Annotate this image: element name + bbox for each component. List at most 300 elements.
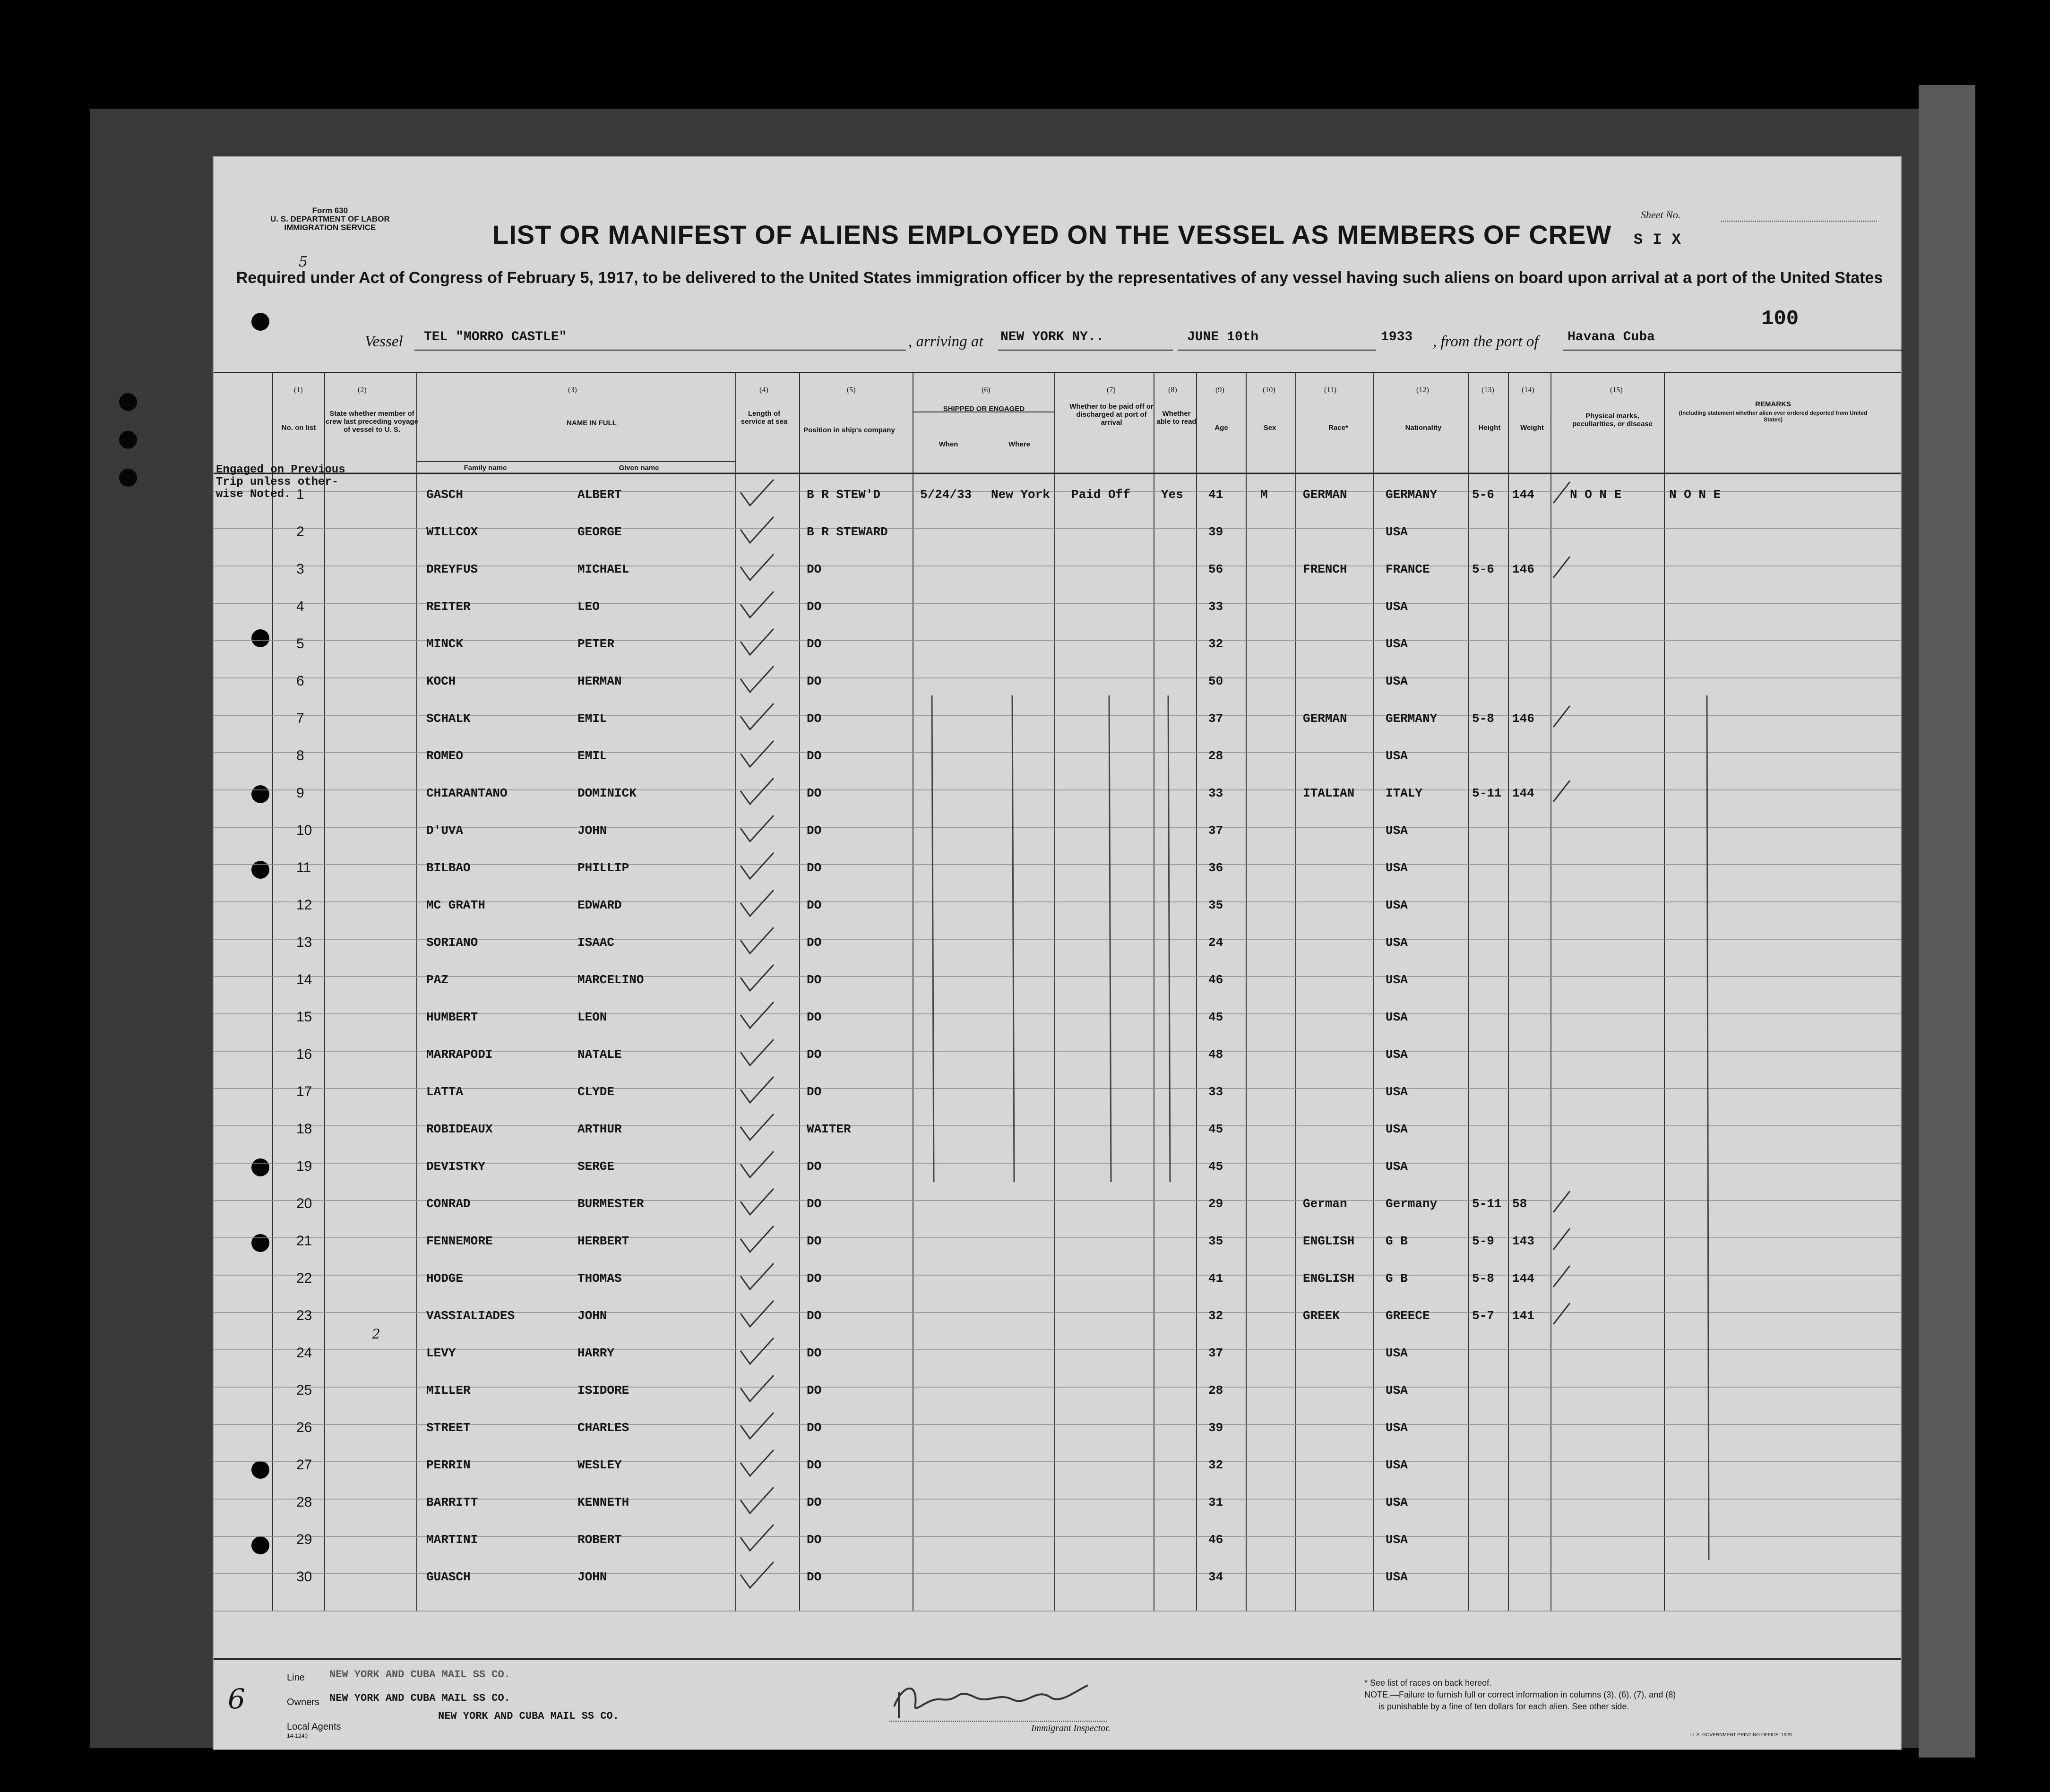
family-name: MARRAPODI <box>426 1047 493 1062</box>
height: 5-11 <box>1472 786 1502 800</box>
nationality: USA <box>1386 1458 1408 1472</box>
check-mark <box>741 1189 774 1215</box>
arrival-year: 1933 <box>1381 330 1413 344</box>
height: 5-6 <box>1472 488 1494 502</box>
family-name: STREET <box>426 1421 471 1435</box>
given-name: NATALE <box>577 1047 622 1062</box>
race: GERMAN <box>1303 712 1347 726</box>
age: 56 <box>1208 562 1223 576</box>
page-number: 100 <box>1761 307 1799 331</box>
weight: 144 <box>1512 786 1534 800</box>
footnote-fine: is punishable by a fine of ten dollars for each alien. See other side. <box>1378 1702 1629 1711</box>
family-name: CHIARANTANO <box>426 786 508 800</box>
nationality: USA <box>1386 637 1408 651</box>
age: 32 <box>1208 1458 1223 1472</box>
position: DO <box>807 1159 822 1174</box>
row-number: 9 <box>296 785 304 801</box>
nationality: USA <box>1386 1122 1408 1136</box>
position: DO <box>807 1085 822 1099</box>
given-name: LEO <box>577 600 600 614</box>
position: DO <box>807 823 822 838</box>
position: DO <box>807 935 822 950</box>
nationality: FRANCE <box>1386 562 1430 576</box>
position: DO <box>807 1570 822 1584</box>
given-name: JOHN <box>577 1570 607 1584</box>
family-name: ROBIDEAUX <box>426 1122 493 1136</box>
row20-mark: 2 <box>372 1326 380 1342</box>
given-name: DOMINICK <box>577 786 637 800</box>
row-number: 20 <box>296 1196 312 1211</box>
position: DO <box>807 1047 822 1062</box>
nationality: USA <box>1386 525 1408 539</box>
family-name: SORIANO <box>426 935 478 950</box>
col-position: Position in ship's company <box>803 426 895 434</box>
margin-mark: 5 <box>299 254 308 270</box>
nationality: USA <box>1386 600 1408 614</box>
slash-mark <box>1553 482 1570 503</box>
nationality: USA <box>1386 973 1408 987</box>
able-to-read: Yes <box>1161 488 1183 502</box>
age: 46 <box>1208 973 1223 987</box>
given-name: EMIL <box>577 712 607 726</box>
row-number: 28 <box>296 1494 312 1510</box>
col-nationality: Nationality <box>1405 424 1442 432</box>
printer-imprint: U. S. GOVERNMENT PRINTING OFFICE: 1929 <box>1690 1732 1792 1738</box>
line-label: Line <box>287 1672 305 1683</box>
position: DO <box>807 749 822 763</box>
row-number: 13 <box>296 935 312 950</box>
paid-off: Paid Off <box>1071 488 1130 502</box>
position: DO <box>807 712 822 726</box>
col-physical: Physical marks, peculiarities, or disease <box>1572 412 1653 428</box>
age: 28 <box>1208 749 1223 763</box>
family-name: MILLER <box>426 1383 471 1398</box>
family-name: BARRITT <box>426 1495 478 1509</box>
check-mark <box>741 1077 774 1103</box>
family-name: GUASCH <box>426 1570 471 1584</box>
row-number: 12 <box>296 897 312 913</box>
position: B R STEW'D <box>807 488 881 502</box>
row-number: 3 <box>296 561 304 577</box>
nationality: USA <box>1386 674 1408 688</box>
slash-mark <box>1553 706 1570 727</box>
age: 33 <box>1208 1085 1223 1099</box>
nationality: USA <box>1386 1421 1408 1435</box>
given-name: GEORGE <box>577 525 622 539</box>
col-num: (5) <box>847 386 856 394</box>
given-name: ROBERT <box>577 1533 622 1547</box>
check-mark <box>741 853 774 879</box>
family-name: HUMBERT <box>426 1010 478 1024</box>
age: 33 <box>1208 600 1223 614</box>
family-name: MINCK <box>426 637 464 651</box>
position: DO <box>807 1346 822 1360</box>
col-num: (13) <box>1482 386 1494 394</box>
margin-number: 6 <box>228 1683 245 1715</box>
given-name: LEON <box>577 1010 607 1024</box>
age: 45 <box>1208 1159 1223 1174</box>
col-no-on-list: No. on list <box>281 424 316 432</box>
age: 28 <box>1208 1383 1223 1398</box>
check-mark <box>741 1039 774 1065</box>
title-annotation: S I X <box>1633 231 1681 249</box>
nationality: USA <box>1386 1047 1408 1062</box>
check-mark <box>741 480 774 506</box>
given-name: EDWARD <box>577 898 622 912</box>
col-where: Where <box>1008 440 1030 448</box>
row-number: 2 <box>296 524 304 540</box>
given-name: CLYDE <box>577 1085 615 1099</box>
row-number: 6 <box>296 673 304 689</box>
age: 45 <box>1208 1122 1223 1136</box>
row-number: 16 <box>296 1046 312 1062</box>
col-num: (6) <box>982 386 991 394</box>
age: 29 <box>1208 1197 1223 1211</box>
check-mark <box>741 703 774 729</box>
row-number: 23 <box>296 1308 312 1323</box>
given-name: KENNETH <box>577 1495 629 1509</box>
given-name: JOHN <box>577 1309 607 1323</box>
nationality: G B <box>1386 1234 1408 1248</box>
nationality: USA <box>1386 1533 1408 1547</box>
col-num: (7) <box>1107 386 1116 394</box>
col-state-whether: State whether member of crew last preceding voyage of vessel to U. S. <box>326 410 418 434</box>
nationality: GERMANY <box>1386 712 1438 726</box>
col-able-to-read: Whether able to read <box>1156 410 1197 426</box>
nationality: USA <box>1386 898 1408 912</box>
height: 5-11 <box>1472 1197 1502 1211</box>
race: ENGLISH <box>1303 1271 1355 1286</box>
row-number: 22 <box>296 1270 312 1286</box>
footer <box>214 1669 1901 1749</box>
ditto-stroke <box>1707 695 1709 1560</box>
inspector-label: Immigrant Inspector. <box>1031 1723 1111 1733</box>
weight: 143 <box>1512 1234 1534 1248</box>
position: DO <box>807 1010 822 1024</box>
col-weight: Weight <box>1520 424 1544 432</box>
position: DO <box>807 973 822 987</box>
check-mark <box>741 1562 774 1588</box>
position: DO <box>807 1234 822 1248</box>
given-name: SERGE <box>577 1159 615 1174</box>
family-name: PAZ <box>426 973 448 987</box>
arriving-port: NEW YORK NY.. <box>1000 330 1104 344</box>
age: 32 <box>1208 1309 1223 1323</box>
height: 5-9 <box>1472 1234 1494 1248</box>
given-name: BURMESTER <box>577 1197 644 1211</box>
col-num: (8) <box>1168 386 1177 394</box>
check-mark <box>741 890 774 916</box>
col-num: (3) <box>568 386 577 394</box>
position: DO <box>807 600 822 614</box>
weight: 146 <box>1512 562 1534 576</box>
row-number: 7 <box>296 711 304 726</box>
col-num: (15) <box>1610 386 1623 394</box>
age: 37 <box>1208 712 1223 726</box>
col-num: (2) <box>358 386 367 394</box>
row-number: 11 <box>296 860 311 875</box>
shipped-when: 5/24/33 <box>920 488 972 502</box>
check-mark <box>741 1114 774 1140</box>
binder-hole <box>119 393 137 411</box>
nationality: USA <box>1386 1159 1408 1174</box>
age: 34 <box>1208 1570 1223 1584</box>
check-mark <box>741 741 774 767</box>
row-number: 30 <box>296 1569 312 1585</box>
family-name: WILLCOX <box>426 525 478 539</box>
ditto-stroke <box>1109 695 1111 1182</box>
check-mark <box>741 1450 774 1476</box>
age: 45 <box>1208 1010 1223 1024</box>
owners-value: NEW YORK AND CUBA MAIL SS CO. <box>329 1692 510 1704</box>
family-name: ROMEO <box>426 749 464 763</box>
check-mark <box>741 592 774 617</box>
given-name: ARTHUR <box>577 1122 622 1136</box>
weight: 144 <box>1512 488 1534 502</box>
race: ITALIAN <box>1303 786 1355 800</box>
ruled-grid <box>214 157 1901 1749</box>
family-name: GASCH <box>426 488 464 502</box>
sex: M <box>1260 488 1268 502</box>
page-title: LIST OR MANIFEST OF ALIENS EMPLOYED ON THE VESSEL AS MEMBERS OF CREW S I X <box>492 220 1681 249</box>
given-name: PETER <box>577 637 615 651</box>
age: 36 <box>1208 861 1223 875</box>
age: 35 <box>1208 898 1223 912</box>
family-name: CONRAD <box>426 1197 471 1211</box>
position: DO <box>807 1458 822 1472</box>
age: 31 <box>1208 1495 1223 1509</box>
nationality: G B <box>1386 1271 1408 1286</box>
from-label: , from the port of <box>1433 333 1539 350</box>
col-shipped: SHIPPED OR ENGAGED <box>943 405 1025 413</box>
age: 37 <box>1208 1346 1223 1360</box>
footnote-races: * See list of races on back hereof. <box>1364 1678 1492 1688</box>
position: B R STEWARD <box>807 525 888 539</box>
inspector-line <box>889 1721 1107 1722</box>
arriving-label: , arriving at <box>908 333 983 350</box>
family-name: REITER <box>426 600 471 614</box>
form-code: 14-1240 <box>287 1732 308 1739</box>
row-number: 14 <box>296 972 312 987</box>
position: DO <box>807 786 822 800</box>
race: FRENCH <box>1303 562 1347 576</box>
physical-marks: N O N E <box>1570 488 1622 502</box>
position: DO <box>807 1309 822 1323</box>
check-mark <box>741 1413 774 1439</box>
col-num: (12) <box>1416 386 1429 394</box>
col-num: (4) <box>759 386 768 394</box>
footnote-penalty: NOTE.—Failure to furnish full or correct information in columns (3), (6), (7), and (8) <box>1364 1690 1676 1699</box>
position: DO <box>807 562 822 576</box>
age: 37 <box>1208 823 1223 838</box>
age: 35 <box>1208 1234 1223 1248</box>
binder-hole <box>119 431 137 449</box>
check-mark <box>741 517 774 543</box>
row-number: 4 <box>296 599 304 614</box>
col-remarks-sub: (Including statement whether alien ever ordered deported from United States) <box>1679 410 1868 423</box>
check-mark <box>741 629 774 655</box>
nationality: USA <box>1386 935 1408 950</box>
check-mark <box>741 1002 774 1028</box>
col-num: (14) <box>1522 386 1534 394</box>
check-mark <box>741 1263 774 1289</box>
nationality: GERMANY <box>1386 488 1438 502</box>
slash-mark <box>1553 1228 1570 1250</box>
row-number: 26 <box>296 1420 312 1435</box>
remarks: N O N E <box>1669 488 1721 502</box>
nationality: USA <box>1386 1495 1408 1509</box>
form-identifier: Form 630 U. S. DEPARTMENT OF LABOR IMMIGRATION SERVICE <box>270 206 390 232</box>
slash-mark <box>1553 1266 1570 1287</box>
position: DO <box>807 861 822 875</box>
height: 5-8 <box>1472 1271 1494 1286</box>
check-mark <box>741 1151 774 1177</box>
from-port: Havana Cuba <box>1568 330 1655 344</box>
position: DO <box>807 1197 822 1211</box>
position: DO <box>807 1533 822 1547</box>
inspector-signature <box>889 1678 1107 1721</box>
check-mark <box>741 927 774 953</box>
given-name: HARRY <box>577 1346 615 1360</box>
row-number: 18 <box>296 1121 312 1137</box>
col-num: (11) <box>1324 386 1337 394</box>
age: 39 <box>1208 1421 1223 1435</box>
position: WAITER <box>807 1122 851 1136</box>
col-when: When <box>939 440 958 448</box>
position: DO <box>807 674 822 688</box>
page-subtitle: Required under Act of Congress of February 5, 1917, to be delivered to the United States immigration officer by the representatives of any vessel having such aliens on board upon arrival at a port of the United States <box>236 269 1883 287</box>
check-mark <box>741 554 774 580</box>
family-name: PERRIN <box>426 1458 471 1472</box>
binder-hole <box>119 469 137 487</box>
col-num: (9) <box>1215 386 1224 394</box>
age: 33 <box>1208 786 1223 800</box>
check-mark <box>741 1487 774 1513</box>
row-number: 15 <box>296 1009 312 1025</box>
line-value: NEW YORK AND CUBA MAIL SS CO. <box>329 1669 510 1681</box>
check-mark <box>741 815 774 841</box>
given-name: THOMAS <box>577 1271 622 1286</box>
family-name: LEVY <box>426 1346 456 1360</box>
family-name: DEVISTKY <box>426 1159 485 1174</box>
age: 32 <box>1208 637 1223 651</box>
nationality: ITALY <box>1386 786 1423 800</box>
arrival-date: JUNE 10th <box>1187 330 1259 344</box>
weight: 146 <box>1512 712 1534 726</box>
age: 39 <box>1208 525 1223 539</box>
row-number: 21 <box>296 1233 312 1249</box>
family-name: D'UVA <box>426 823 464 838</box>
nationality: GREECE <box>1386 1309 1430 1323</box>
family-name: MC GRATH <box>426 898 485 912</box>
check-mark <box>741 1301 774 1327</box>
family-name: LATTA <box>426 1085 464 1099</box>
ditto-stroke <box>1012 695 1014 1182</box>
nationality: USA <box>1386 749 1408 763</box>
check-mark <box>741 1226 774 1252</box>
family-name: HODGE <box>426 1271 464 1286</box>
age: 48 <box>1208 1047 1223 1062</box>
board-edge <box>1919 85 1975 1758</box>
given-name: JOHN <box>577 823 607 838</box>
race: ENGLISH <box>1303 1234 1355 1248</box>
row-number: 1 <box>296 487 304 502</box>
race: GREEK <box>1303 1309 1340 1323</box>
owners-label: Owners <box>287 1697 319 1707</box>
row-number: 29 <box>296 1532 312 1547</box>
engaged-note: Engaged on Previous Trip unless other- wise Noted. <box>216 463 345 501</box>
given-name: PHILLIP <box>577 861 629 875</box>
position: DO <box>807 898 822 912</box>
nationality: USA <box>1386 1383 1408 1398</box>
family-name: FENNEMORE <box>426 1234 493 1248</box>
given-name: MICHAEL <box>577 562 629 576</box>
position: DO <box>807 1383 822 1398</box>
slash-mark <box>1553 1191 1570 1212</box>
nationality: USA <box>1386 823 1408 838</box>
nationality: USA <box>1386 1010 1408 1024</box>
sheet-number-label: Sheet No. <box>1641 209 1681 221</box>
race: GERMAN <box>1303 488 1347 502</box>
given-name: ISAAC <box>577 935 615 950</box>
given-name: EMIL <box>577 749 607 763</box>
position: DO <box>807 1421 822 1435</box>
age: 50 <box>1208 674 1223 688</box>
nationality: USA <box>1386 1570 1408 1584</box>
given-name: HERBERT <box>577 1234 629 1248</box>
nationality: USA <box>1386 1346 1408 1360</box>
col-num: (1) <box>294 386 303 394</box>
check-mark <box>741 1338 774 1364</box>
height: 5-8 <box>1472 712 1494 726</box>
position: DO <box>807 637 822 651</box>
col-remarks: REMARKS <box>1755 400 1791 408</box>
row-number: 10 <box>296 823 312 838</box>
row-number: 25 <box>296 1382 312 1398</box>
vessel-label: Vessel <box>365 333 403 350</box>
given-name: WESLEY <box>577 1458 622 1472</box>
given-name: CHARLES <box>577 1421 629 1435</box>
col-family-name: Family name <box>464 464 507 472</box>
row-number: 19 <box>296 1158 312 1174</box>
check-mark <box>741 1375 774 1401</box>
check-mark <box>741 1525 774 1551</box>
given-name: ALBERT <box>577 488 622 502</box>
row-number: 17 <box>296 1084 312 1099</box>
row-number: 5 <box>296 636 304 652</box>
family-name: SCHALK <box>426 712 471 726</box>
col-num: (10) <box>1263 386 1275 394</box>
family-name: MARTINI <box>426 1533 478 1547</box>
check-mark <box>741 666 774 692</box>
manifest-sheet <box>213 156 1902 1750</box>
agents-label: Local Agents <box>287 1722 341 1732</box>
weight: 144 <box>1512 1271 1534 1286</box>
position: DO <box>807 1271 822 1286</box>
shipped-where: New York <box>991 488 1050 502</box>
nationality: Germany <box>1386 1197 1438 1211</box>
age: 41 <box>1208 488 1223 502</box>
height: 5-7 <box>1472 1309 1494 1323</box>
family-name: KOCH <box>426 674 456 688</box>
weight: 58 <box>1512 1197 1527 1211</box>
slash-mark <box>1553 780 1570 802</box>
agents-value: NEW YORK AND CUBA MAIL SS CO. <box>438 1710 619 1722</box>
family-name: BILBAO <box>426 861 471 875</box>
given-name: ISIDORE <box>577 1383 629 1398</box>
given-name: HERMAN <box>577 674 622 688</box>
col-age: Age <box>1214 424 1228 432</box>
